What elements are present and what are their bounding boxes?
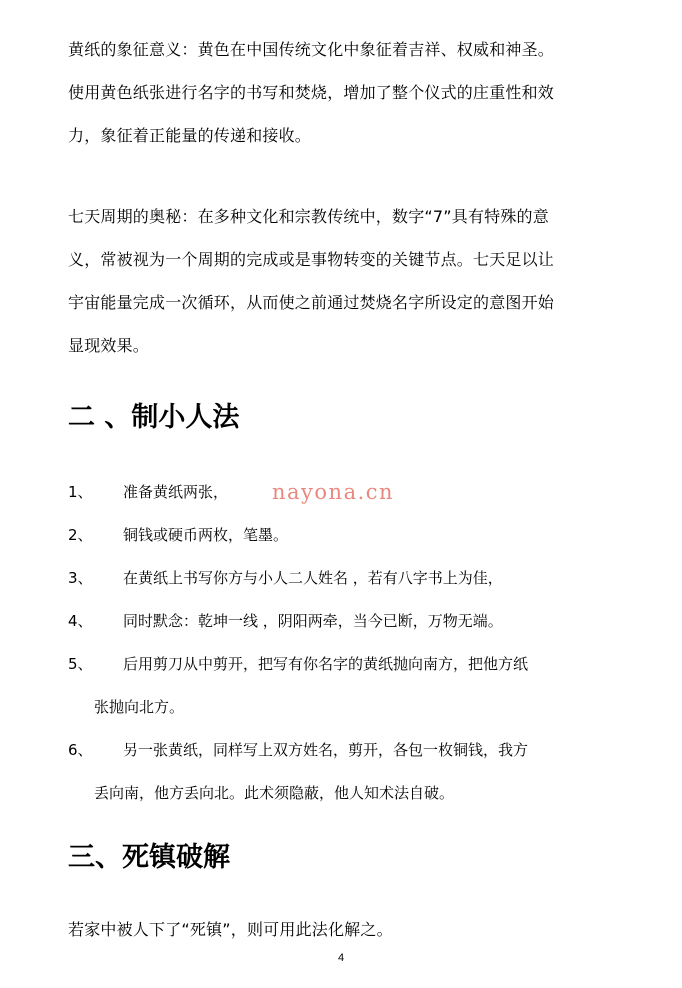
list-item-number: 3、 [68, 569, 93, 587]
list-item-text: 同时默念：乾坤一线 ，阴阳两牵，当今已断，万物无端。 [123, 612, 503, 630]
paragraph-yellow-paper-symbolism [68, 28, 628, 157]
list-item-text: 在黄纸上书写你方与小人二人姓名 ，若有八字书上为佳， [123, 569, 503, 587]
list-item-text: 铜钱或硬币两枚，笔墨。 [123, 526, 289, 544]
list-item [68, 643, 628, 729]
paragraph-seven-day-cycle [68, 195, 628, 367]
paragraph-line: 若家中被人下了“死镇”，则可用此法化解之。 [68, 920, 393, 939]
paragraph-line: 义，常被视为一个周期的完成或是事物转变的关键节点。七天足以让 [68, 250, 555, 269]
paragraph-line: 宇宙能量完成一次循环，从而使之前通过焚烧名字所设定的意图开始 [68, 293, 555, 312]
list-item [68, 600, 628, 643]
list-item-text: 后用剪刀从中剪开，把写有你名字的黄纸抛向南方，把他方纸 [123, 655, 529, 673]
paragraph-line: 显现效果。 [68, 336, 150, 355]
paragraph-section3-intro [68, 908, 628, 951]
list-item [68, 557, 628, 600]
list-item-text: 另一张黄纸，同样写上双方姓名，剪开，各包一枚铜钱，我方 [123, 741, 529, 759]
paragraph-line: 使用黄色纸张进行名字的书写和焚烧，增加了整个仪式的庄重性和效 [68, 83, 555, 102]
paragraph-line: 黄纸的象征意义：黄色在中国传统文化中象征着吉祥、权威和神圣。 [68, 40, 555, 59]
section-heading-3: 三、死镇破解 [68, 842, 230, 873]
list-item [68, 514, 628, 557]
list-item-text-continued: 张抛向北方。 [94, 698, 185, 716]
list-item-number: 4、 [68, 612, 93, 630]
numbered-list [68, 471, 628, 815]
watermark: nayona.cn [272, 480, 395, 504]
list-item-number: 1、 [68, 483, 93, 501]
list-item-number: 2、 [68, 526, 93, 544]
list-item [68, 729, 628, 815]
list-item-number: 5、 [68, 655, 93, 673]
list-item-text: 准备黄纸两张， [123, 483, 229, 501]
paragraph-line: 七天周期的奥秘：在多种文化和宗教传统中，数字“7”具有特殊的意 [68, 207, 549, 226]
list-item-number: 6、 [68, 741, 93, 759]
section-heading-2: 二 、制小人法 [68, 402, 240, 433]
paragraph-line: 力，象征着正能量的传递和接收。 [68, 126, 312, 145]
list-item-text-continued: 丢向南，他方丢向北。此术须隐蔽，他人知术法自破。 [94, 784, 455, 802]
page-number: 4 [337, 952, 345, 964]
